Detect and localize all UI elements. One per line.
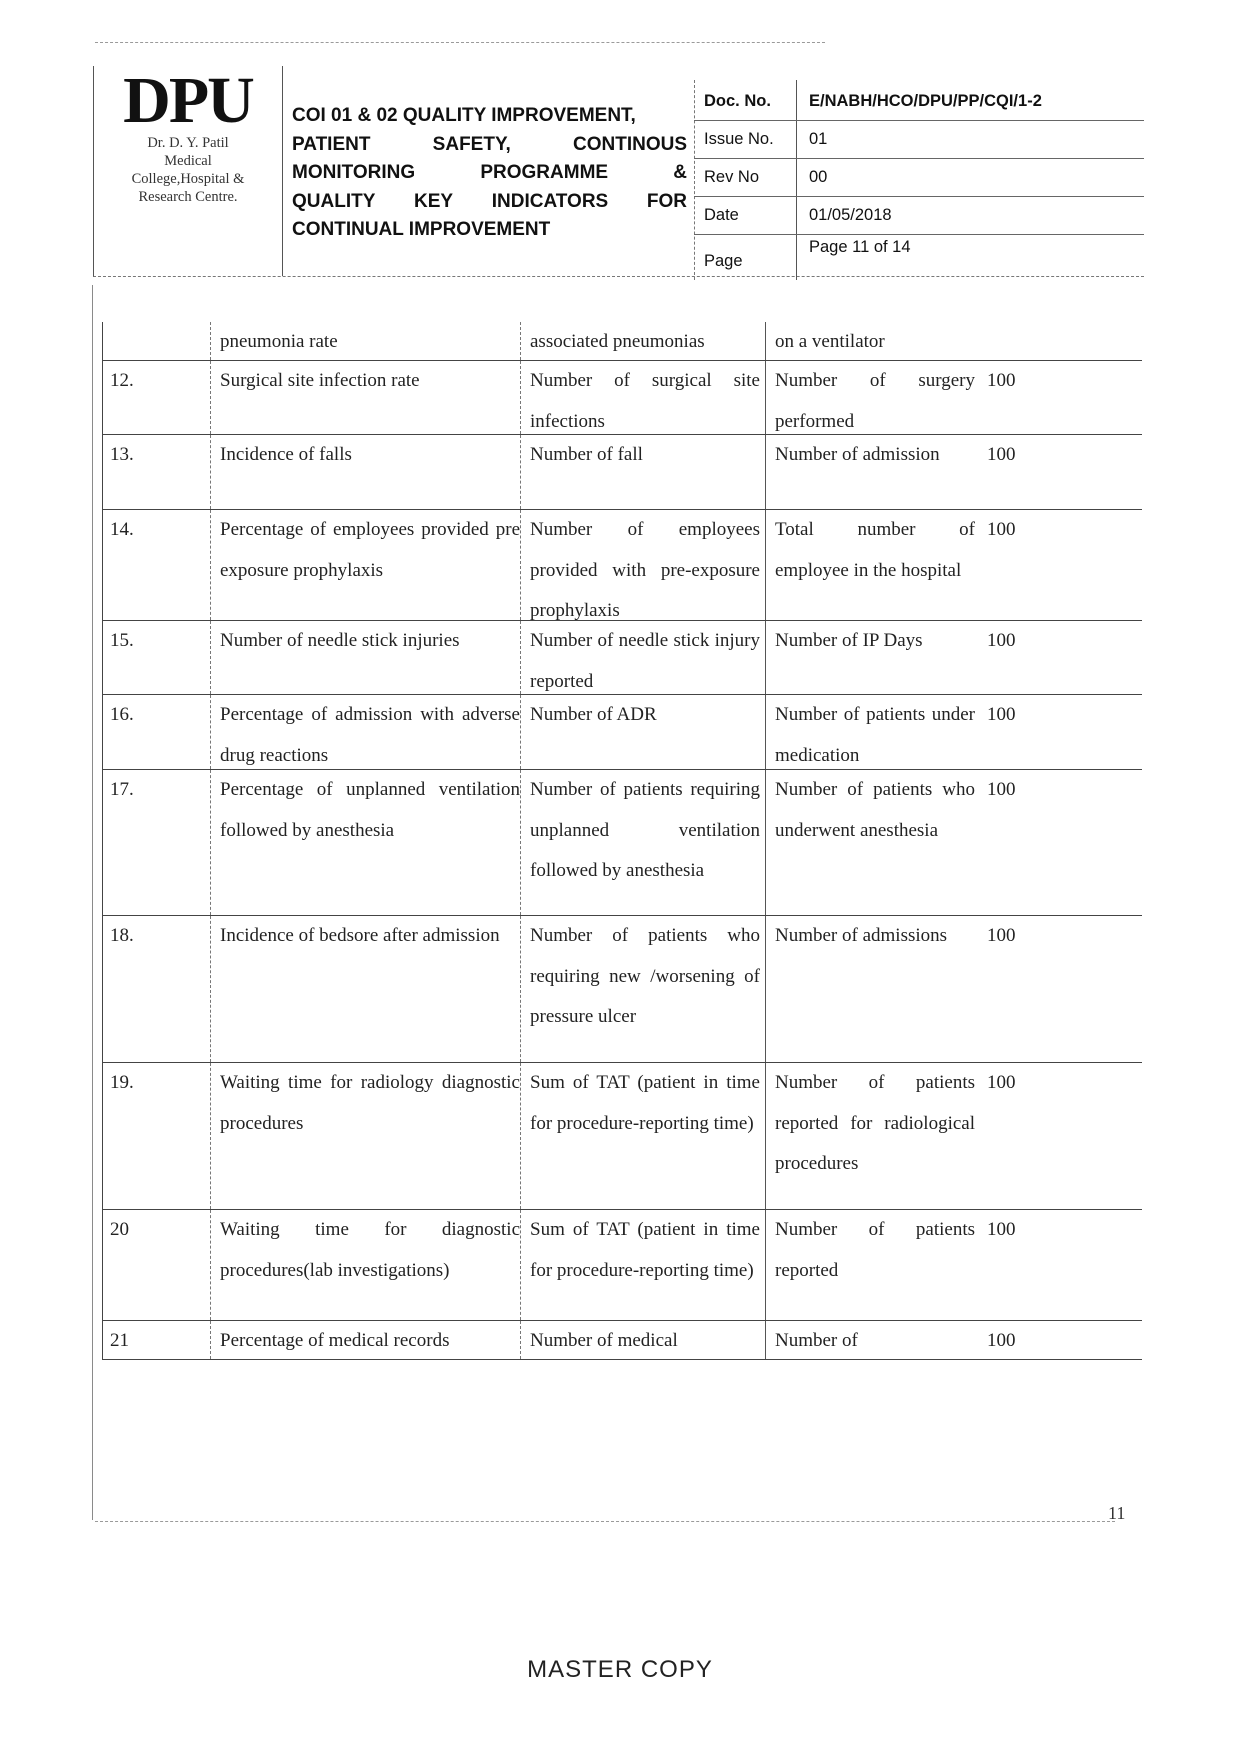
meta-value: 00 bbox=[809, 168, 828, 186]
denominator-cell: Total number of employee in the hospital bbox=[775, 519, 975, 581]
title-word: KEY bbox=[414, 190, 454, 212]
table-row bbox=[102, 434, 1142, 509]
multiplier-cell: 100 bbox=[987, 1219, 1016, 1240]
scan-artifact-line bbox=[95, 1521, 1115, 1522]
serial-number-cell: 14. bbox=[110, 519, 134, 540]
indicator-name-cell: Waiting time for diagnostic procedures(lab investigations) bbox=[220, 1219, 520, 1281]
denominator-cell: Number of patients under medication bbox=[775, 704, 975, 766]
serial-number-cell: 21 bbox=[110, 1330, 129, 1351]
denominator-cell: Number of surgery performed bbox=[775, 370, 975, 432]
numerator-cell: Sum of TAT (patient in time for procedure-reporting time) bbox=[530, 1219, 760, 1281]
column-separator bbox=[102, 510, 103, 620]
multiplier-cell: 100 bbox=[987, 519, 1016, 540]
meta-row bbox=[694, 80, 1144, 121]
column-separator bbox=[765, 361, 766, 434]
column-separator bbox=[520, 435, 521, 509]
serial-number-cell: 16. bbox=[110, 704, 134, 725]
column-separator bbox=[102, 361, 103, 434]
meta-row bbox=[694, 194, 1144, 235]
numerator-cell: Number of surgical site infections bbox=[530, 370, 760, 432]
serial-number-cell: 17. bbox=[110, 779, 134, 800]
column-separator bbox=[210, 770, 211, 915]
denominator-cell: on a ventilator bbox=[775, 331, 885, 352]
multiplier-cell: 100 bbox=[987, 444, 1016, 465]
column-separator bbox=[210, 1063, 211, 1209]
column-separator bbox=[520, 621, 521, 694]
table-row bbox=[102, 620, 1142, 694]
multiplier-cell: 100 bbox=[987, 925, 1016, 946]
serial-number-cell: 19. bbox=[110, 1072, 134, 1093]
column-separator bbox=[520, 322, 521, 360]
column-separator bbox=[520, 361, 521, 434]
column-separator bbox=[102, 322, 103, 360]
multiplier-cell: 100 bbox=[987, 370, 1016, 391]
document-title bbox=[292, 102, 687, 245]
serial-number-cell: 18. bbox=[110, 925, 134, 946]
indicator-name-cell: Percentage of admission with adverse drug reactions bbox=[220, 704, 520, 766]
meta-label: Date bbox=[704, 206, 739, 224]
numerator-cell: Number of ADR bbox=[530, 704, 657, 725]
table-row bbox=[102, 509, 1142, 620]
meta-value: Page 11 of 14 bbox=[809, 238, 911, 256]
column-separator bbox=[102, 916, 103, 1062]
indicator-name-cell: Incidence of bedsore after admission bbox=[220, 925, 500, 946]
table-row bbox=[102, 1062, 1142, 1209]
numerator-cell: Sum of TAT (patient in time for procedure-reporting time) bbox=[530, 1072, 760, 1134]
meta-label: Issue No. bbox=[704, 130, 774, 148]
column-separator bbox=[210, 1210, 211, 1320]
document-header bbox=[93, 66, 1144, 277]
title-line bbox=[292, 102, 687, 131]
column-separator bbox=[102, 1321, 103, 1359]
column-separator bbox=[210, 361, 211, 434]
serial-number-cell: 12. bbox=[110, 370, 134, 391]
title-word: PATIENT bbox=[292, 133, 371, 155]
numerator-cell: associated pneumonias bbox=[530, 331, 705, 352]
column-separator bbox=[765, 770, 766, 915]
org-name-line: Research Centre. bbox=[138, 189, 238, 205]
scan-artifact-line bbox=[95, 42, 825, 43]
column-separator bbox=[765, 510, 766, 620]
serial-number-cell: 13. bbox=[110, 444, 134, 465]
serial-number-cell: 20 bbox=[110, 1219, 129, 1240]
scan-artifact-vline bbox=[92, 285, 93, 1520]
denominator-cell: Number of admissions bbox=[775, 925, 948, 946]
logo-cell bbox=[94, 66, 283, 276]
column-separator bbox=[765, 916, 766, 1062]
org-name-line: Dr. D. Y. Patil bbox=[147, 135, 229, 151]
serial-number-cell: 15. bbox=[110, 630, 134, 651]
indicator-name-cell: Number of needle stick injuries bbox=[220, 630, 460, 651]
table-row bbox=[102, 322, 1142, 360]
column-separator bbox=[520, 1210, 521, 1320]
indicator-name-cell: Surgical site infection rate bbox=[220, 370, 420, 391]
column-separator bbox=[765, 1321, 766, 1359]
column-separator bbox=[520, 1063, 521, 1209]
title-word: QUALITY bbox=[292, 190, 376, 212]
title-word: COI 01 & 02 QUALITY IMPROVEMENT, bbox=[292, 105, 636, 126]
table-row bbox=[102, 360, 1142, 434]
table-row bbox=[102, 1209, 1142, 1320]
title-word: CONTINOUS bbox=[573, 133, 687, 155]
meta-value: E/NABH/HCO/DPU/PP/CQI/1-2 bbox=[809, 92, 1042, 110]
column-separator bbox=[520, 695, 521, 769]
meta-label: Doc. No. bbox=[704, 92, 771, 110]
column-separator bbox=[102, 1210, 103, 1320]
numerator-cell: Number of patients requiring unplanned ventilation followed by anesthesia bbox=[530, 779, 760, 881]
page-number: 11 bbox=[1108, 1503, 1126, 1523]
title-word: PROGRAMME bbox=[480, 162, 609, 183]
column-separator bbox=[520, 1321, 521, 1359]
column-separator bbox=[520, 770, 521, 915]
indicator-name-cell: Waiting time for radiology diagnostic procedures bbox=[220, 1072, 520, 1134]
indicator-name-cell: Percentage of medical records bbox=[220, 1330, 450, 1351]
column-separator bbox=[210, 322, 211, 360]
meta-label: Page bbox=[704, 252, 743, 270]
numerator-cell: Number of medical bbox=[530, 1330, 678, 1351]
indicators-table bbox=[102, 322, 1142, 1360]
organization-name bbox=[94, 134, 282, 206]
meta-value: 01/05/2018 bbox=[809, 206, 892, 224]
multiplier-cell: 100 bbox=[987, 630, 1016, 651]
org-name-line: Medical bbox=[164, 153, 212, 169]
title-line bbox=[292, 216, 687, 245]
title-word: MONITORING bbox=[292, 162, 416, 183]
table-row bbox=[102, 769, 1142, 915]
column-separator bbox=[102, 435, 103, 509]
denominator-cell: Number of IP Days bbox=[775, 630, 923, 651]
numerator-cell: Number of needle stick injury reported bbox=[530, 630, 760, 692]
indicator-name-cell: Incidence of falls bbox=[220, 444, 352, 465]
numerator-cell: Number of fall bbox=[530, 444, 643, 465]
numerator-cell: Number of patients who requiring new /worsening of pressure ulcer bbox=[530, 925, 760, 1027]
title-word: & bbox=[673, 162, 687, 183]
column-separator bbox=[210, 916, 211, 1062]
meta-label: Rev No bbox=[704, 168, 760, 186]
title-line bbox=[292, 159, 687, 188]
column-separator bbox=[765, 435, 766, 509]
meta-value: 01 bbox=[809, 130, 828, 148]
multiplier-cell: 100 bbox=[987, 779, 1016, 800]
indicator-name-cell: pneumonia rate bbox=[220, 331, 338, 352]
column-separator bbox=[765, 695, 766, 769]
column-separator bbox=[102, 1063, 103, 1209]
denominator-cell: Number of patients reported for radiological procedures bbox=[775, 1072, 975, 1174]
denominator-cell: Number of bbox=[775, 1330, 858, 1351]
org-name-line: College,Hospital & bbox=[131, 171, 245, 187]
table-row bbox=[102, 694, 1142, 769]
indicator-name-cell: Percentage of employees provided pre exposure prophylaxis bbox=[220, 519, 520, 581]
numerator-cell: Number of employees provided with pre-exposure prophylaxis bbox=[530, 519, 760, 621]
table-row bbox=[102, 1320, 1142, 1360]
column-separator bbox=[765, 1063, 766, 1209]
denominator-cell: Number of admission bbox=[775, 444, 940, 465]
column-separator bbox=[520, 916, 521, 1062]
column-separator bbox=[210, 621, 211, 694]
denominator-cell: Number of patients reported bbox=[775, 1219, 975, 1281]
title-line bbox=[292, 131, 687, 160]
column-separator bbox=[102, 770, 103, 915]
table-row bbox=[102, 915, 1142, 1062]
title-word: SAFETY, bbox=[432, 133, 511, 155]
denominator-cell: Number of patients who underwent anesthesia bbox=[775, 779, 975, 841]
multiplier-cell: 100 bbox=[987, 1330, 1016, 1351]
indicator-name-cell: Percentage of unplanned ventilation followed by anesthesia bbox=[220, 779, 520, 841]
column-separator bbox=[765, 621, 766, 694]
column-separator bbox=[765, 1210, 766, 1320]
meta-row bbox=[694, 118, 1144, 159]
title-word: INDICATORS bbox=[491, 190, 609, 212]
multiplier-cell: 100 bbox=[987, 1072, 1016, 1093]
title-line bbox=[292, 188, 687, 217]
column-separator bbox=[520, 510, 521, 620]
column-separator bbox=[765, 322, 766, 360]
master-copy-stamp: MASTER COPY bbox=[527, 1656, 713, 1683]
column-separator bbox=[102, 621, 103, 694]
column-separator bbox=[210, 1321, 211, 1359]
column-separator bbox=[210, 510, 211, 620]
title-word: CONTINUAL IMPROVEMENT bbox=[292, 219, 551, 240]
column-separator bbox=[210, 695, 211, 769]
dpu-logo: DPU bbox=[123, 64, 253, 137]
meta-row bbox=[694, 156, 1144, 197]
column-separator bbox=[102, 695, 103, 769]
multiplier-cell: 100 bbox=[987, 704, 1016, 725]
title-word: FOR bbox=[646, 190, 687, 212]
meta-row bbox=[694, 232, 1144, 272]
column-separator bbox=[210, 435, 211, 509]
